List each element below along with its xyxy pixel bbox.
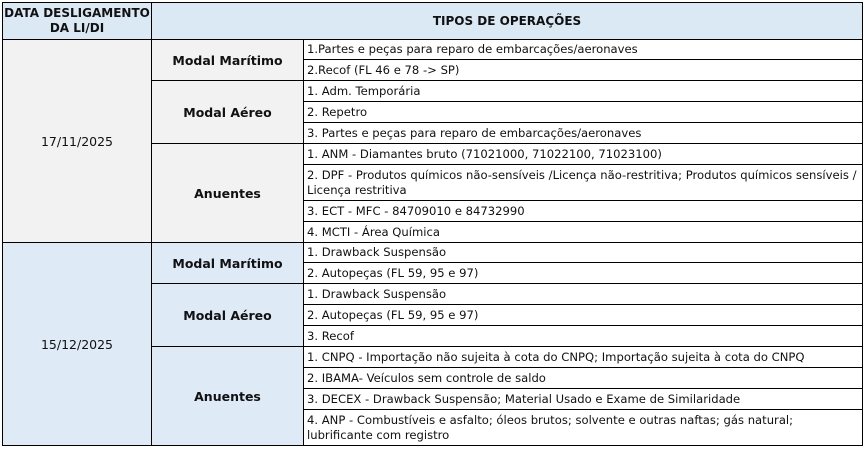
operation-cell: 2. DPF - Produtos químicos não-sensíveis /Licença não-restritiva; Produtos químicos sensíveis / Licença restritiva <box>303 164 863 201</box>
operation-cell: 3. DECEX - Drawback Suspensão; Material Usado e Exame de Similaridade <box>303 388 863 410</box>
modal-cell: Modal Aéreo <box>151 80 304 144</box>
modal-cell: Anuentes <box>151 346 304 446</box>
date-cell: 17/11/2025 <box>2 39 152 243</box>
operation-cell: 4. MCTI - Área Química <box>303 221 863 243</box>
operation-cell: 3. Recof <box>303 325 863 347</box>
header-date-col: DATA DESLIGAMENTO DA LI/DI <box>2 2 152 40</box>
modal-cell: Modal Marítimo <box>151 242 304 284</box>
operation-cell: 1.Partes e peças para reparo de embarcações/aeronaves <box>303 39 863 60</box>
operation-cell: 4. ANP - Combustíveis e asfalto; óleos brutos; solvente e outras naftas; gás natural; lubrificante com registro <box>303 409 863 446</box>
operation-cell: 3. ECT - MFC - 84709010 e 84732990 <box>303 200 863 222</box>
operation-cell: 3. Partes e peças para reparo de embarcações/aeronaves <box>303 122 863 144</box>
operation-cell: 2. Repetro <box>303 101 863 123</box>
operation-cell: 2. Autopeças (FL 59, 95 e 97) <box>303 262 863 284</box>
operation-cell: 2. Autopeças (FL 59, 95 e 97) <box>303 304 863 326</box>
modal-cell: Anuentes <box>151 143 304 243</box>
operation-cell: 2. IBAMA- Veículos sem controle de saldo <box>303 367 863 389</box>
modal-cell: Modal Marítimo <box>151 39 304 81</box>
modal-cell: Modal Aéreo <box>151 283 304 347</box>
date-cell: 15/12/2025 <box>2 242 152 446</box>
operation-cell: 1. Drawback Suspensão <box>303 242 863 263</box>
operation-cell: 2.Recof (FL 46 e 78 -> SP) <box>303 59 863 81</box>
operation-cell: 1. Adm. Temporária <box>303 80 863 102</box>
operation-cell: 1. CNPQ - Importação não sujeita à cota do CNPQ; Importação sujeita à cota do CNPQ <box>303 346 863 368</box>
operation-cell: 1. ANM - Diamantes bruto (71021000, 71022100, 71023100) <box>303 143 863 165</box>
operation-cell: 1. Drawback Suspensão <box>303 283 863 305</box>
header-ops-col: TIPOS DE OPERAÇÕES <box>151 2 863 40</box>
